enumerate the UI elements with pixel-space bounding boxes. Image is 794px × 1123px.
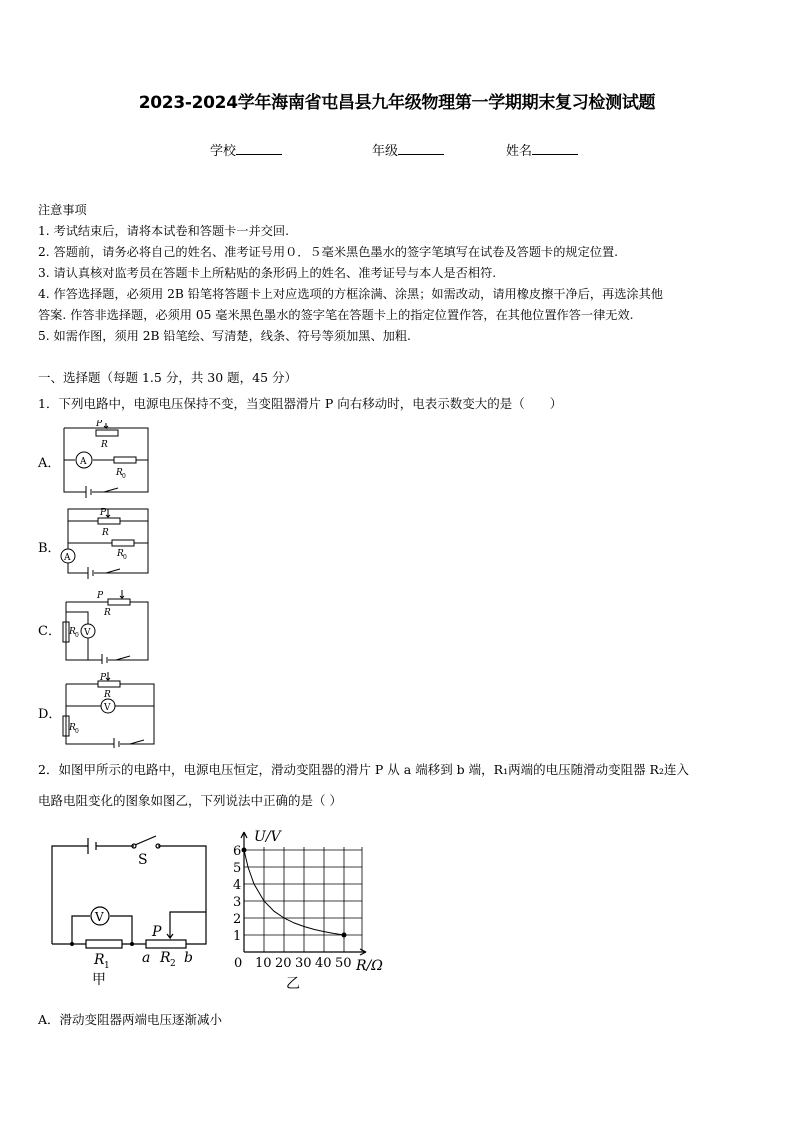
circuit-c-diagram	[58, 588, 153, 664]
x-tick-label: 40	[315, 956, 332, 971]
terminal-a-label: a	[142, 950, 151, 966]
name-field: 姓名	[506, 140, 578, 159]
label-r0: R	[117, 549, 124, 559]
voltmeter-label: V	[104, 703, 111, 713]
notice-item: 5. 如需作图，须用 2B 铅笔绘、写清楚，线条、符号等须加黑、加粗.	[38, 329, 411, 343]
voltmeter-label: V	[95, 910, 104, 924]
ammeter-label: A	[64, 553, 71, 563]
x-tick-label: 30	[295, 956, 312, 971]
label-r0-sub: 0	[75, 632, 79, 639]
grade-field: 年级	[372, 140, 444, 159]
y-axis-label: U/V	[254, 829, 281, 845]
label-r0: R	[116, 468, 123, 478]
notice-item: 3. 请认真核对监考员在答题卡上所粘贴的条形码上的姓名、准考证号与本人是否相符.	[38, 266, 497, 280]
option-c-label: C．	[38, 624, 61, 639]
y-tick-label: 1	[233, 929, 242, 944]
label-r0: R	[69, 723, 76, 733]
question-2-option-a: A．滑动变阻器两端电压逐渐减小	[38, 1012, 223, 1027]
x-axis-label: R/Ω	[356, 958, 383, 974]
x-tick-label: 20	[275, 956, 292, 971]
label-p: P	[100, 508, 107, 518]
circuit-jia-diagram	[46, 832, 216, 992]
notice-item: 2. 答题前，请务必将自己的姓名、准考证号用０．５毫米黑色墨水的签字笔填写在试卷及答题卡的规定位置.	[38, 245, 619, 259]
figure-caption-yi: 乙	[286, 976, 300, 992]
notice-item: 答案. 作答非选择题，必须用 05 毫米黑色墨水的签字笔在答题卡上的指定位置作答，在其他位置作答一律无效.	[38, 308, 634, 322]
figure-caption-jia: 甲	[92, 972, 106, 988]
label-r: R	[101, 440, 108, 450]
circuit-d-diagram	[58, 670, 158, 748]
question-2-line1: 2．如图甲所示的电路中，电源电压恒定，滑动变阻器的滑片 P 从 a 端移到 b 端，R₁两端的电压随滑动变阻器 R₂连入	[38, 762, 689, 777]
r2-label: R	[160, 950, 171, 966]
notice-item: 1. 考试结束后，请将本试卷和答题卡一并交回.	[38, 224, 289, 238]
y-tick-label: 2	[233, 912, 242, 927]
r1-sub: 1	[104, 961, 110, 971]
x-tick-label: 0	[234, 956, 243, 971]
r2-sub: 2	[170, 959, 176, 969]
data-point	[242, 848, 247, 853]
label-p: P	[100, 673, 107, 683]
label-r0-sub: 0	[75, 728, 79, 735]
y-tick-label: 5	[233, 861, 242, 876]
label-r: R	[102, 528, 109, 538]
x-tick-label: 10	[255, 956, 272, 971]
y-tick-label: 4	[233, 878, 242, 893]
option-d-label: D．	[38, 707, 62, 722]
school-field: 学校	[210, 140, 282, 159]
label-p: P	[96, 420, 103, 429]
ammeter-label: A	[80, 457, 87, 467]
graph-yi-chart	[226, 826, 396, 994]
label-p: P	[97, 591, 104, 601]
x-tick-label: 50	[335, 956, 352, 971]
data-point	[342, 933, 347, 938]
slider-p-label: P	[152, 924, 162, 940]
label-r0: R	[69, 627, 76, 637]
y-tick-label: 6	[233, 844, 242, 859]
option-a-label: A．	[38, 456, 61, 471]
question-2-line2: 电路电阻变化的图象如图乙，下列说法中正确的是（ ）	[38, 793, 342, 808]
label-r: R	[104, 608, 111, 618]
label-r: R	[104, 690, 111, 700]
notice-item: 4. 作答选择题，必须用 2B 铅笔将答题卡上对应选项的方框涂满、涂黑；如需改动，请用橡皮擦干净后，再选涂其他	[38, 287, 663, 301]
voltmeter-label: V	[84, 628, 91, 638]
notice-section	[38, 200, 663, 347]
page-title: 2023-2024学年海南省屯昌县九年级物理第一学期期末复习检测试题	[138, 93, 656, 113]
switch-label: S	[138, 852, 148, 868]
terminal-b-label: b	[184, 950, 193, 966]
section-heading: 一、选择题（每题 1.5 分，共 30 题，45 分）	[38, 370, 298, 385]
label-r0-sub: 0	[123, 554, 127, 561]
circuit-a-diagram	[60, 420, 155, 498]
circuit-b-diagram	[60, 505, 155, 580]
y-tick-label: 3	[233, 895, 242, 910]
series-line	[244, 850, 344, 935]
notice-heading: 注意事项	[38, 203, 87, 217]
label-r0-sub: 0	[122, 473, 126, 480]
option-b-label: B．	[38, 541, 61, 556]
r1-label: R	[94, 952, 105, 968]
question-1-stem: 1．下列电路中，电源电压保持不变，当变阻器滑片 P 向右移动时，电表示数变大的是（ ）	[38, 396, 563, 411]
